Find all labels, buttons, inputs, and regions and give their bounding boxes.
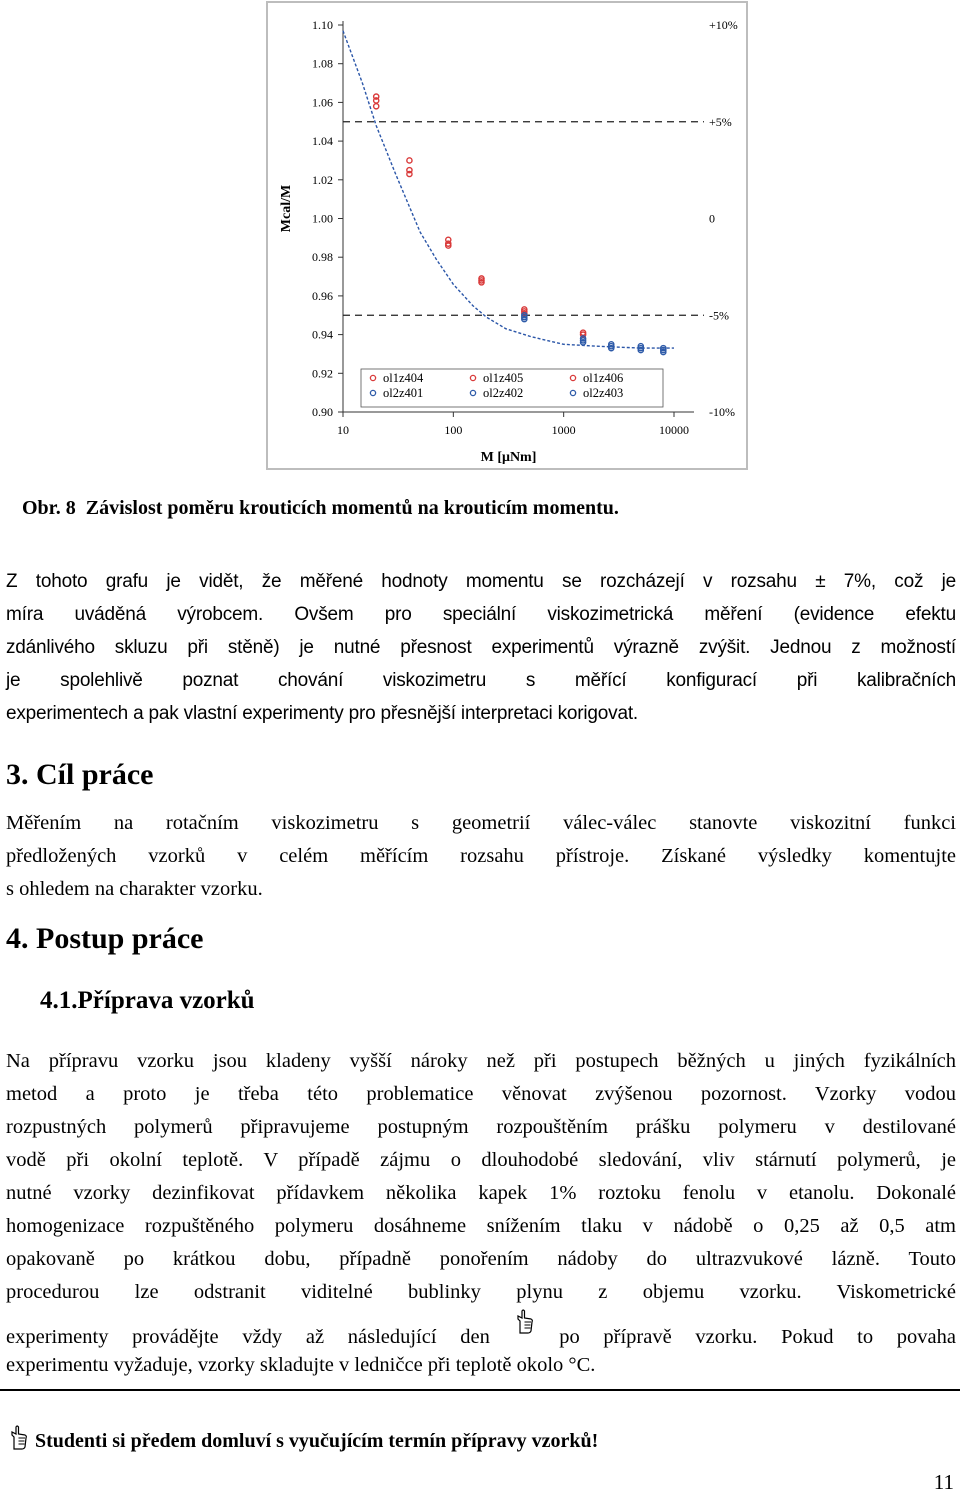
section-number: 4. bbox=[6, 922, 29, 955]
paragraph-line: vodě při okolní teplotě. V případě zájmu o dlouhodobé sledování, vliv stárnutí polymerů, je bbox=[6, 1149, 956, 1171]
section-4-1-paragraph bbox=[6, 1045, 956, 1382]
y-tick-label: 0.98 bbox=[312, 250, 333, 265]
subsection-title: Příprava vzorků bbox=[77, 987, 255, 1014]
subsection-4-1-heading bbox=[40, 987, 255, 1015]
paragraph-line: zdánlivého skluzu při stěně) je nutné přesnost experimentů výrazně zvýšit. Jednou z možností bbox=[6, 637, 956, 658]
section-3-heading bbox=[6, 758, 153, 792]
x-tick-label: 10 bbox=[337, 423, 349, 437]
legend-label: ol1z406 bbox=[583, 371, 624, 385]
student-note bbox=[8, 1425, 598, 1453]
percentage-label: +10% bbox=[709, 18, 738, 32]
y-tick-label: 1.02 bbox=[312, 172, 333, 187]
legend-label: ol2z402 bbox=[483, 386, 524, 400]
section-3-paragraph bbox=[6, 807, 956, 906]
x-tick-label: 100 bbox=[444, 423, 463, 437]
paragraph-line: s ohledem na charakter vzorku. bbox=[6, 878, 263, 900]
y-tick-label: 1.10 bbox=[312, 18, 333, 32]
legend-label: ol1z405 bbox=[483, 371, 524, 385]
y-tick-label: 0.90 bbox=[312, 405, 333, 419]
caption-text: Závislost poměru krouticích momentů na krouticím momentu. bbox=[85, 497, 619, 519]
y-tick-label: 0.94 bbox=[312, 327, 333, 342]
intro-paragraph bbox=[6, 565, 956, 730]
fit-curve bbox=[343, 31, 674, 348]
data-point bbox=[374, 104, 379, 109]
paragraph-line: homogenizace rozpuštěného polymeru dosáhneme snížením tlaku v nádobě o 0,25 až 0,5 atm bbox=[6, 1215, 956, 1237]
horizontal-rule bbox=[0, 1389, 960, 1391]
caption-label: Obr. 8 bbox=[22, 497, 76, 519]
line-text-after-icon: po přípravě vzorku. Pokud to povaha bbox=[559, 1326, 956, 1348]
paragraph-line: opakovaně po krátkou dobu, případně ponořením nádoby do ultrazvukové lázně. Touto bbox=[6, 1248, 956, 1270]
subsection-number: 4.1. bbox=[40, 987, 78, 1014]
y-tick-label: 1.08 bbox=[312, 56, 333, 71]
section-title: Postup práce bbox=[36, 922, 204, 955]
line-text-before-icon: experimenty provádějte vždy až následující den bbox=[6, 1326, 490, 1348]
paragraph-line bbox=[6, 1309, 956, 1349]
paragraph-line: míra uváděná výrobcem. Ovšem pro speciální viskozimetrická měření (evidence efektu bbox=[6, 604, 956, 625]
percentage-label: -5% bbox=[709, 308, 729, 323]
y-tick-label: 0.92 bbox=[312, 366, 333, 381]
x-axis-label: M [μNm] bbox=[480, 450, 537, 465]
paragraph-line: Z tohoto grafu je vidět, že měřené hodnoty momentu se rozcházejí v rozsahu ± 7%, což je bbox=[6, 571, 956, 592]
legend-label: ol1z404 bbox=[383, 371, 424, 385]
y-tick-label: 0.96 bbox=[312, 288, 333, 303]
section-title: Cíl práce bbox=[36, 758, 154, 791]
chart-frame bbox=[266, 1, 748, 470]
paragraph-line: nutné vzorky dezinfikovat přídavkem několika kapek 1% roztoku fenolu v etanolu. Dokonalé bbox=[6, 1182, 956, 1204]
note-text: Studenti si předem domluví s vyučujícím termín přípravy vzorků! bbox=[35, 1430, 599, 1452]
pointing-hand-icon bbox=[514, 1309, 536, 1335]
paragraph-line: je spolehlivě poznat chování viskozimetru s měřící konfigurací při kalibračních bbox=[6, 670, 956, 691]
percentage-label: +5% bbox=[709, 114, 732, 129]
pointing-hand-icon bbox=[8, 1425, 30, 1451]
paragraph-line: procedurou lze odstranit viditelné bublinky plynu z objemu vzorku. Viskometrické bbox=[6, 1281, 956, 1303]
calibration-chart bbox=[268, 3, 746, 468]
x-tick-label: 10000 bbox=[659, 423, 689, 437]
data-point bbox=[407, 158, 412, 163]
y-tick-label: 1.06 bbox=[312, 95, 333, 110]
paragraph-line: metod a proto je třeba této problematice věnovat zvýšenou pozornost. Vzorky vodou bbox=[6, 1083, 956, 1105]
paragraph-line: předložených vzorků v celém měřícím rozsahu přístroje. Získané výsledky komentujte bbox=[6, 845, 956, 867]
percentage-label: -10% bbox=[709, 405, 735, 419]
y-tick-label: 1.04 bbox=[312, 134, 333, 149]
page-number: 11 bbox=[933, 1470, 954, 1494]
legend-label: ol2z403 bbox=[583, 386, 624, 400]
percentage-label: 0 bbox=[709, 211, 715, 226]
paragraph-line: experimentech a pak vlastní experimenty pro přesnější interpretaci korigovat. bbox=[6, 703, 638, 724]
paragraph-line: rozpustných polymerů připravujeme postupným rozpouštěním prášku polymeru v destilované bbox=[6, 1116, 956, 1138]
paragraph-line: Měřením na rotačním viskozimetru s geometrií válec-válec stanovte viskozitní funkci bbox=[6, 812, 956, 834]
section-4-heading bbox=[6, 922, 204, 956]
legend-label: ol2z401 bbox=[383, 386, 424, 400]
y-tick-label: 1.00 bbox=[312, 211, 333, 226]
figure-caption bbox=[22, 497, 619, 520]
section-number: 3. bbox=[6, 758, 29, 791]
x-tick-label: 1000 bbox=[551, 423, 576, 437]
y-axis-label: Mcal/M bbox=[279, 184, 294, 233]
paragraph-line: experimentu vyžaduje, vzorky skladujte v ledničce při teplotě okolo °C. bbox=[6, 1354, 596, 1376]
paragraph-line: Na přípravu vzorku jsou kladeny vyšší nároky než při postupech běžných u jiných fyzikálních bbox=[6, 1050, 956, 1072]
